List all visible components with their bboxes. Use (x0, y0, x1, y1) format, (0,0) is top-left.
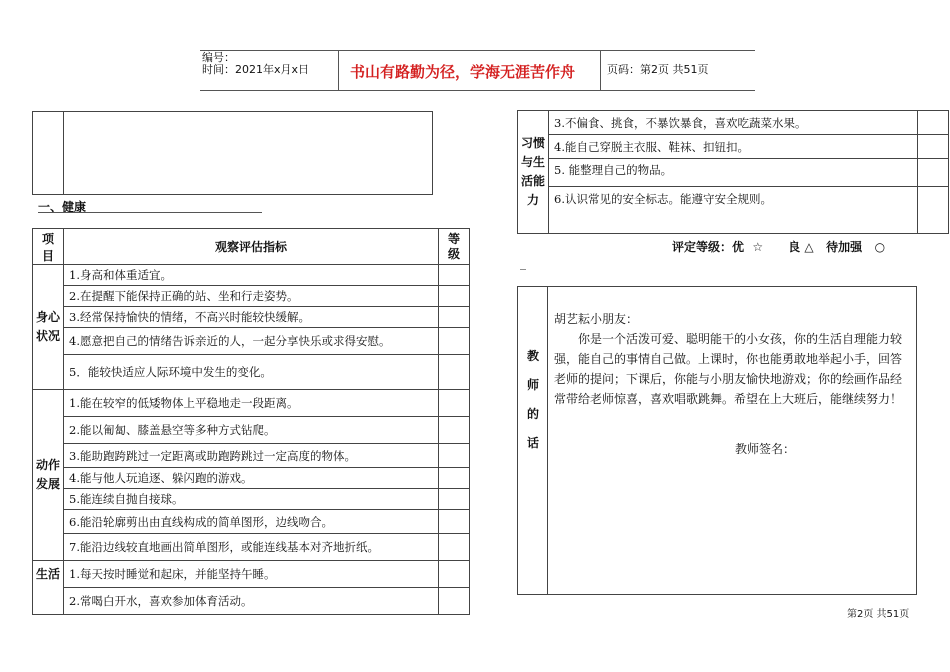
header-number: 编号： (202, 51, 235, 64)
indicator-row: 4.愿意把自己的情绪告诉亲近的人，一起分享快乐或求得安慰。 (64, 328, 439, 355)
header-time: 时间：2021年x月x日 (202, 63, 310, 76)
indicator-row: 3.能助跑跨跳过一定距离或助跑跨跳过一定高度的物体。 (64, 444, 439, 468)
indicator-row: 5．能较快适应人际环境中发生的变化。 (64, 355, 439, 390)
indicator-row: 2.在提醒下能保持正确的站、坐和行走姿势。 (64, 286, 439, 307)
teacher-signature: 教师签名： (735, 442, 796, 456)
indicator-row: 2.常喝白开水，喜欢参加体育活动。 (64, 588, 439, 615)
indicator-row: 6.认识常见的安全标志。能遵守安全规则。 (549, 187, 918, 234)
header-top-rule (200, 50, 755, 51)
grade-cell[interactable] (439, 265, 470, 286)
rating-legend: 评定等级：优 ☆ 良 △ 待加强 ○ (672, 240, 886, 254)
col-header-item: 项目 (33, 229, 64, 265)
empty-cell (33, 112, 64, 195)
grade-cell[interactable] (918, 111, 949, 135)
grade-cell[interactable] (439, 390, 470, 417)
grade-cell[interactable] (918, 135, 949, 159)
indicator-row: 1.能在较窄的低矮物体上平稳地走一段距离。 (64, 390, 439, 417)
grade-cell[interactable] (918, 159, 949, 187)
grade-cell[interactable] (439, 534, 470, 561)
teacher-label: 教师的话 (526, 349, 539, 450)
col-header-indicator: 观察评估指标 (64, 229, 439, 265)
teacher-box (517, 286, 917, 595)
teacher-greeting: 胡艺耘小朋友： (554, 312, 639, 326)
empty-cell (64, 112, 433, 195)
category-cell: 身心状况 (33, 265, 64, 390)
section-title: 一、健康 (38, 200, 87, 214)
indicator-row: 3.经常保持愉快的情绪，不高兴时能较快缓解。 (64, 307, 439, 328)
grade-cell[interactable] (439, 561, 470, 588)
habits-table (517, 110, 949, 234)
grade-cell[interactable] (439, 444, 470, 468)
category-cell: 习惯与生活能力 (518, 111, 549, 234)
grade-cell[interactable] (439, 307, 470, 328)
grade-cell[interactable] (918, 187, 949, 234)
indicator-row: 6.能沿轮廓剪出由直线构成的简单图形，边线吻合。 (64, 510, 439, 534)
page-footer: 第2页 共51页 (847, 609, 910, 620)
grade-cell[interactable] (439, 489, 470, 510)
section-title-underline (38, 212, 262, 213)
indicator-row: 1.每天按时睡觉和起床，并能坚持午睡。 (64, 561, 439, 588)
empty-box (32, 111, 433, 195)
header-divider (338, 50, 339, 90)
col-header-grade: 等级 (439, 229, 470, 265)
category-cell: 生活 (33, 561, 64, 615)
header-page: 页码：第2页 共51页 (607, 63, 709, 76)
indicator-row: 7.能沿边线较直地画出简单图形，或能连线基本对齐地折纸。 (64, 534, 439, 561)
assessment-table (32, 228, 470, 615)
teacher-comment: 你是一个活泼可爱、聪明能干的小女孩，你的生活自理能力较强，能自己的事情自己做。上课时，你也能勇敢地举起小手，回答老师的提问；下课后，你能与小朋友愉快地游戏；你的绘画作品经常带给老师惊喜，喜欢唱歌跳舞。希望在上大班后，能继续努力！ (554, 332, 903, 406)
teacher-box-divider (547, 287, 548, 594)
grade-cell[interactable] (439, 286, 470, 307)
grade-cell[interactable] (439, 355, 470, 390)
indicator-row: 5.能连续自抛自接球。 (64, 489, 439, 510)
indicator-row: 5. 能整理自己的物品。 (549, 159, 918, 187)
dash-mark: _ (520, 256, 526, 270)
header-motto: 书山有路勤为径，学海无涯苦作舟 (350, 63, 576, 81)
grade-cell[interactable] (439, 417, 470, 444)
indicator-row: 1.身高和体重适宜。 (64, 265, 439, 286)
category-cell: 动作发展 (33, 390, 64, 561)
indicator-row: 4.能与他人玩追逐、躲闪跑的游戏。 (64, 468, 439, 489)
indicator-row: 4.能自己穿脱主衣服、鞋袜、扣钮扣。 (549, 135, 918, 159)
grade-cell[interactable] (439, 588, 470, 615)
indicator-row: 3.不偏食、挑食，不暴饮暴食，喜欢吃蔬菜水果。 (549, 111, 918, 135)
grade-cell[interactable] (439, 468, 470, 489)
indicator-row: 2.能以匍匐、膝盖悬空等多种方式钻爬。 (64, 417, 439, 444)
grade-cell[interactable] (439, 510, 470, 534)
header-divider (600, 50, 601, 90)
grade-cell[interactable] (439, 328, 470, 355)
header-bottom-rule (200, 90, 755, 91)
